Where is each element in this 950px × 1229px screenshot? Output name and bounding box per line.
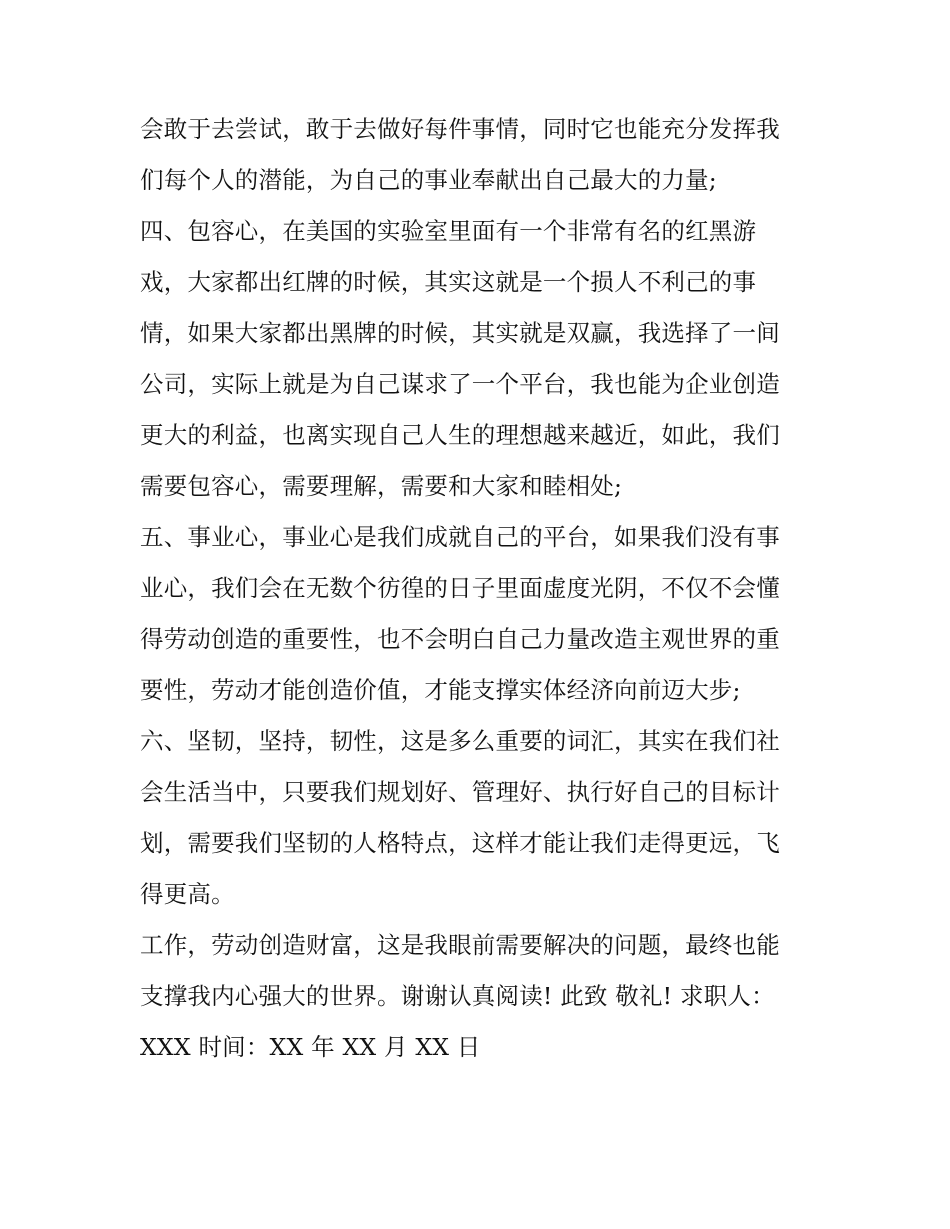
- text-line: 得劳动创造的重要性，也不会明白自己力量改造主观世界的重: [140, 625, 780, 653]
- text-line: 得更高。: [140, 880, 235, 908]
- text-line: 工作，劳动创造财富，这是我眼前需要解决的问题，最终也能: [140, 931, 780, 959]
- text-line: 们每个人的潜能，为自己的事业奉献出自己最大的力量;: [140, 166, 717, 194]
- text-line: 五、事业心，事业心是我们成就自己的平台，如果我们没有事: [140, 523, 780, 551]
- text-line: 戏，大家都出红牌的时候，其实这就是一个损人不利己的事: [140, 268, 757, 296]
- signature-line: XXX 时间：XX 年 XX 月 XX 日: [140, 1033, 481, 1061]
- text-line: 要性，劳动才能创造价值，才能支撑实体经济向前迈大步;: [140, 676, 741, 704]
- text-line: 四、包容心，在美国的实验室里面有一个非常有名的红黑游: [140, 217, 757, 245]
- text-line: 更大的利益，也离实现自己人生的理想越来越近，如此，我们: [140, 421, 780, 449]
- text-line: 会敢于去尝试，敢于去做好每件事情，同时它也能充分发挥我: [140, 115, 780, 143]
- body-text: [140, 104, 830, 1073]
- text-line: 业心，我们会在无数个彷徨的日子里面虚度光阴，不仅不会懂: [140, 574, 780, 602]
- text-line: 划，需要我们坚韧的人格特点，这样才能让我们走得更远，飞: [140, 829, 780, 857]
- text-line: 公司，实际上就是为自己谋求了一个平台，我也能为企业创造: [140, 370, 780, 398]
- text-line: 情，如果大家都出黑牌的时候，其实就是双赢，我选择了一间: [140, 319, 780, 347]
- text-line: 六、坚韧，坚持，韧性，这是多么重要的词汇，其实在我们社: [140, 727, 780, 755]
- text-line: 会生活当中，只要我们规划好、管理好、执行好自己的目标计: [140, 778, 780, 806]
- text-line: 需要包容心，需要理解，需要和大家和睦相处;: [140, 472, 623, 500]
- text-line: 支撑我内心强大的世界。谢谢认真阅读! 此致 敬礼! 求职人：: [140, 982, 775, 1010]
